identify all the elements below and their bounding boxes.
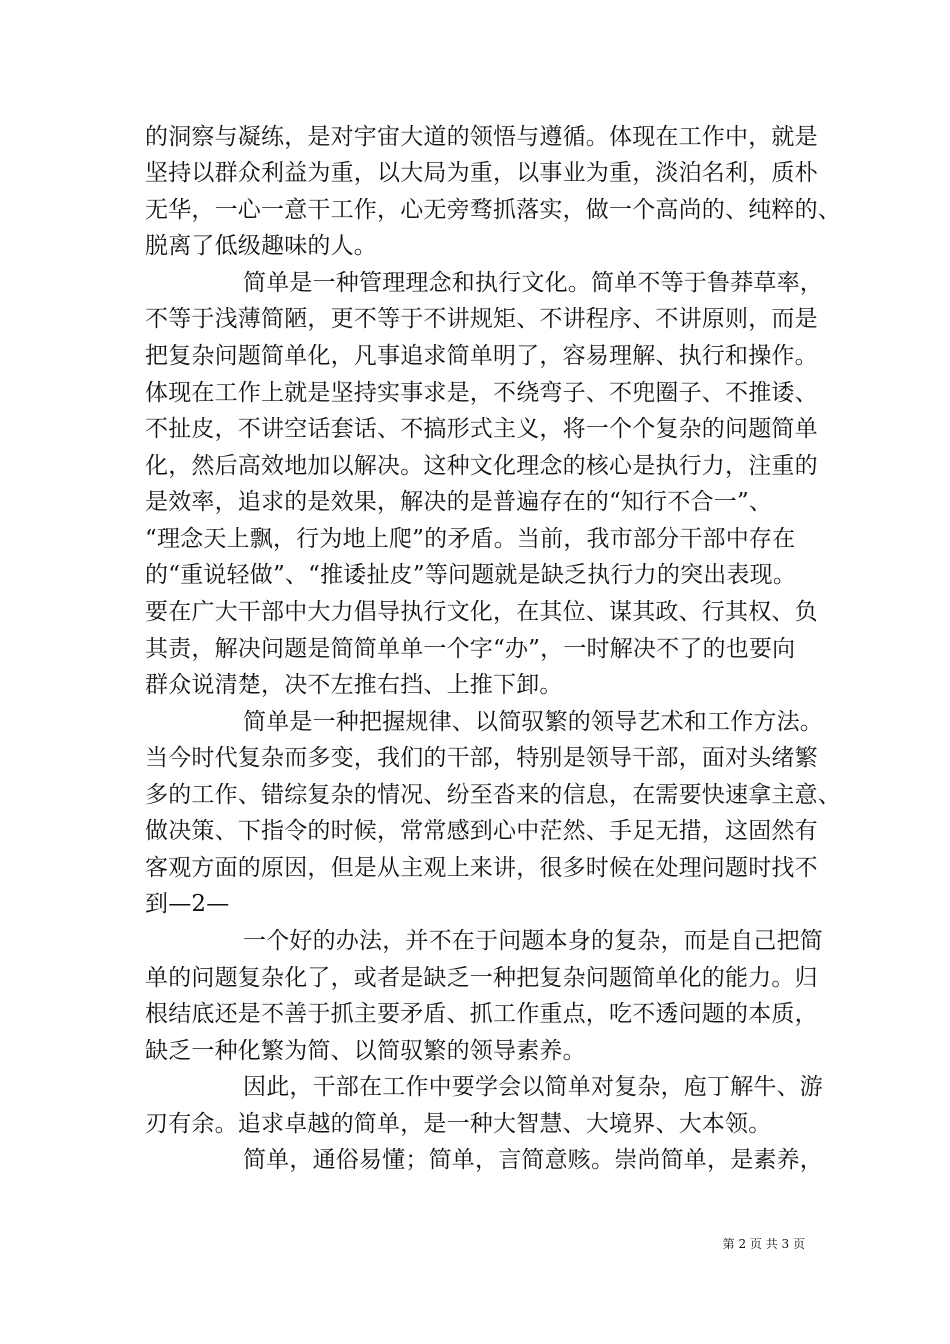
body-text-line: 刃有余。追求卓越的简单，是一种大智慧、大境界、大本领。 <box>145 1111 772 1137</box>
body-text-line: 的“重说轻做”、“推诿扯皮”等问题就是缺乏执行力的突出表现。 <box>145 562 797 588</box>
body-text-line: 坚持以群众利益为重，以大局为重，以事业为重，淡泊名利，质朴 <box>145 160 818 186</box>
body-text-line: 的洞察与凝练，是对宇宙大道的领悟与遵循。体现在工作中，就是 <box>145 124 818 150</box>
body-text-line: 体现在工作上就是坚持实事求是，不绕弯子、不兜圈子、不推诿、 <box>145 380 818 406</box>
body-text-line: 缺乏一种化繁为简、以简驭繁的领导素养。 <box>145 1038 586 1064</box>
body-text-line: 当今时代复杂而多变，我们的干部，特别是领导干部，面对头绪繁 <box>145 745 818 771</box>
body-text-line: 不等于浅薄简陋，更不等于不讲规矩、不讲程序、不讲原则，而是 <box>145 306 818 332</box>
body-text-line: 群众说清楚，决不左推右挡、上推下卸。 <box>145 672 563 698</box>
body-text-line: “理念天上飘，行为地上爬”的矛盾。当前，我市部分干部中存在 <box>145 526 796 552</box>
body-text-line: 多的工作、错综复杂的情况、纷至沓来的信息，在需要快速拿主意、 <box>145 782 841 808</box>
body-text-line: 化，然后高效地加以解决。这种文化理念的核心是执行力，注重的 <box>145 453 818 479</box>
paragraph-first-line: 因此，干部在工作中要学会以简单对复杂，庖丁解牛、游 <box>243 1074 823 1100</box>
body-text-line: 脱离了低级趣味的人。 <box>145 233 377 259</box>
body-text-line: 到—2— <box>145 891 230 917</box>
body-text-line: 根结底还是不善于抓主要矛盾、抓工作重点，吃不透问题的本质， <box>145 1001 818 1027</box>
body-text-line: 其责，解决问题是简简单单一个字“办”，一时解决不了的也要向 <box>145 636 796 662</box>
body-text-line: 不扯皮，不讲空话套话、不搞形式主义，将一个个复杂的问题简单 <box>145 416 818 442</box>
body-text-line: 客观方面的原因，但是从主观上来讲，很多时候在处理问题时找不 <box>145 855 818 881</box>
body-text-line: 是效率，追求的是效果，解决的是普遍存在的“知行不合一”、 <box>145 489 773 515</box>
body-text-line: 把复杂问题简单化，凡事追求简单明了，容易理解、执行和操作。 <box>145 343 818 369</box>
paragraph-first-line: 简单是一种把握规律、以简驭繁的领导艺术和工作方法。 <box>243 709 823 735</box>
paragraph-first-line: 简单，通俗易懂；简单，言简意赅。崇尚简单，是素养， <box>243 1147 823 1173</box>
body-text-line: 无华，一心一意干工作，心无旁骛抓落实，做一个高尚的、纯粹的、 <box>145 197 841 223</box>
page-number-footer: 第 2 页 共 3 页 <box>722 1237 805 1251</box>
body-text-line: 做决策、下指令的时候，常常感到心中茫然、手足无措，这固然有 <box>145 818 818 844</box>
paragraph-first-line: 一个好的办法，并不在于问题本身的复杂，而是自己把简 <box>243 928 823 954</box>
body-text-line: 单的问题复杂化了，或者是缺乏一种把复杂问题简单化的能力。归 <box>145 965 818 991</box>
body-text-line: 要在广大干部中大力倡导执行文化，在其位、谋其政、行其权、负 <box>145 599 818 625</box>
paragraph-first-line: 简单是一种管理理念和执行文化。简单不等于鲁莽草率， <box>243 270 823 296</box>
